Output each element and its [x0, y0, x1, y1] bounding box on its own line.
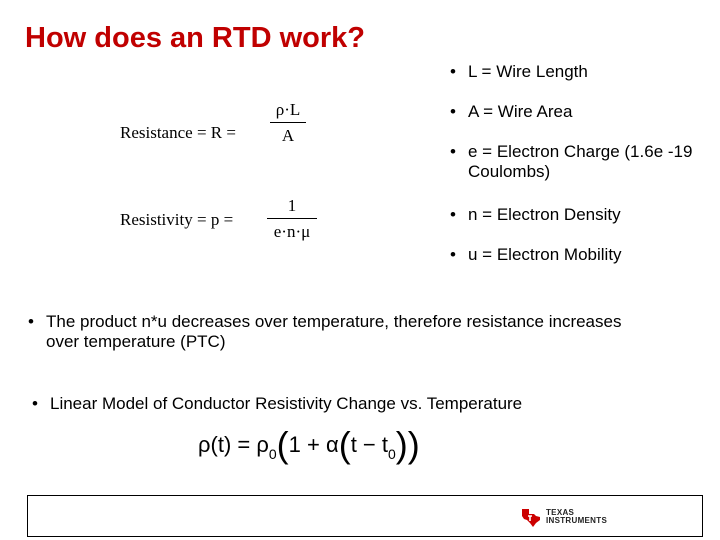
definition-item: [450, 142, 712, 182]
resistance-label: Resistance: [120, 123, 193, 142]
definition-text: L = Wire Length: [468, 62, 588, 81]
ti-logo-text: [546, 509, 607, 525]
bullet-item: [32, 394, 652, 414]
linear-model-formula: [198, 424, 420, 468]
formula-mid: 1 + α: [288, 432, 339, 457]
formula-lhs: ρ(t) = ρ: [198, 432, 269, 457]
formula-close-paren: ): [407, 424, 420, 465]
bullet-dot: •: [450, 142, 456, 161]
bullet-item: [28, 312, 648, 352]
formula-inner-open-paren: (: [338, 424, 351, 465]
definition-item: [450, 102, 710, 122]
ti-logo-line2: INSTRUMENTS: [546, 516, 608, 525]
resistivity-equation: [120, 210, 233, 230]
bullet-dot: •: [28, 312, 34, 331]
resistivity-denominator: e·n·μ: [273, 222, 311, 241]
formula-t-subscript: 0: [388, 446, 396, 462]
formula-inner: t − t: [350, 432, 388, 457]
definition-text: n = Electron Density: [468, 205, 621, 224]
formula-open-paren: (: [276, 424, 289, 465]
definition-item: [450, 62, 710, 82]
definition-item: [450, 245, 710, 265]
bullet-dot: •: [450, 245, 456, 264]
bullet-dot: •: [450, 62, 456, 81]
resistivity-label: Resistivity: [120, 210, 193, 229]
fraction-bar: [270, 122, 306, 123]
definition-item: [450, 205, 710, 225]
definition-text: u = Electron Mobility: [468, 245, 622, 264]
resistivity-numerator: 1: [287, 196, 297, 215]
ti-logo: [520, 506, 607, 528]
resistance-denominator: A: [281, 126, 295, 145]
texas-state-icon: [520, 506, 542, 528]
bullet-dot: •: [450, 205, 456, 224]
definition-text: A = Wire Area: [468, 102, 573, 121]
resistance-equals: = R =: [196, 123, 236, 142]
bullet-dot: •: [450, 102, 456, 121]
ti-logo-line1: TEXAS: [546, 508, 575, 517]
resistivity-equals: = p =: [196, 210, 234, 229]
bullet-text: Linear Model of Conductor Resistivity Change vs. Temperature: [50, 394, 523, 413]
bullet-text: The product n*u decreases over temperature, therefore resistance increases over temperature (PTC): [46, 312, 622, 351]
resistance-fraction: [270, 100, 306, 146]
formula-inner-close-paren: ): [395, 424, 408, 465]
resistivity-fraction: [267, 196, 317, 242]
bullet-dot: •: [32, 394, 38, 413]
fraction-bar: [267, 218, 317, 219]
definition-text: e = Electron Charge (1.6e -19 Coulombs): [468, 142, 693, 181]
formula-rho-subscript: 0: [268, 446, 277, 462]
resistance-numerator: ρ·L: [275, 100, 301, 119]
resistance-equation: [120, 123, 236, 143]
slide-title: How does an RTD work?: [25, 22, 365, 54]
